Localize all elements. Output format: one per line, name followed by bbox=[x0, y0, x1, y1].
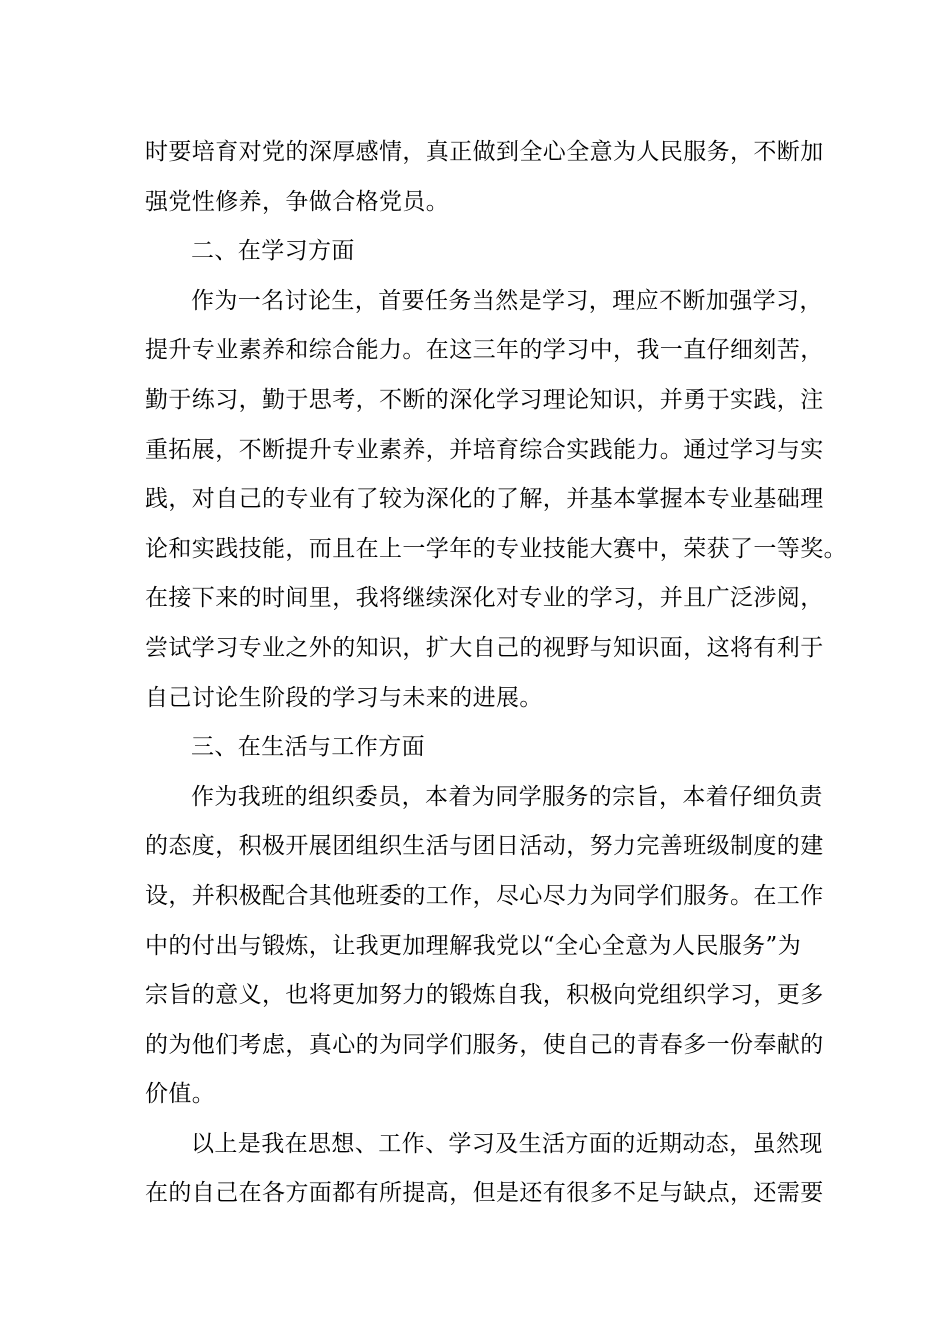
text-line: 作为我班的组织委员，本着为同学服务的宗旨，本着仔细负责 bbox=[191, 783, 823, 810]
text-line: 三、在生活与工作方面 bbox=[191, 734, 425, 761]
document-body bbox=[145, 128, 847, 1219]
text-line: 设，并积极配合其他班委的工作，尽心尽力为同学们服务。在工作 bbox=[145, 882, 824, 909]
text-line: 二、在学习方面 bbox=[191, 238, 355, 265]
text-line: 论和实践技能，而且在上一学年的专业技能大赛中，荣获了一等奖。 bbox=[145, 535, 847, 562]
text-line: 强党性修养，争做合格党员。 bbox=[145, 188, 450, 215]
text-line: 宗旨的意义，也将更加努力的锻炼自我，积极向党组织学习，更多 bbox=[145, 982, 824, 1009]
text-line: 的为他们考虑，真心的为同学们服务，使自己的青春多一份奉献的 bbox=[145, 1031, 824, 1058]
text-line: 提升专业素养和综合能力。在这三年的学习中，我一直仔细刻苦， bbox=[145, 337, 824, 364]
text-line: 自己讨论生阶段的学习与未来的进展。 bbox=[145, 684, 543, 711]
text-line: 重拓展，不断提升专业素养，并培育综合实践能力。通过学习与实 bbox=[145, 436, 824, 463]
text-line: 尝试学习专业之外的知识，扩大自己的视野与知识面，这将有利于 bbox=[145, 634, 824, 661]
text-line: 以上是我在思想、工作、学习及生活方面的近期动态，虽然现 bbox=[191, 1130, 823, 1157]
text-line: 价值。 bbox=[145, 1081, 216, 1108]
text-line: 作为一名讨论生，首要任务当然是学习，理应不断加强学习， bbox=[191, 287, 823, 314]
text-line: 在的自己在各方面都有所提高，但是还有很多不足与缺点，还需要 bbox=[145, 1180, 824, 1207]
text-line: 的态度，积极开展团组织生活与团日活动，努力完善班级制度的建 bbox=[145, 833, 824, 860]
text-line: 践，对自己的专业有了较为深化的了解，并基本掌握本专业基础理 bbox=[145, 486, 824, 513]
text-line: 勤于练习，勤于思考，不断的深化学习理论知识，并勇于实践，注 bbox=[145, 386, 824, 413]
text-line: 时要培育对党的深厚感情，真正做到全心全意为人民服务，不断加 bbox=[145, 139, 824, 165]
text-line: 中的付出与锻炼，让我更加理解我党以“全心全意为人民服务”为 bbox=[145, 932, 802, 959]
text-line: 在接下来的时间里，我将继续深化对专业的学习，并且广泛涉阅， bbox=[145, 585, 824, 612]
